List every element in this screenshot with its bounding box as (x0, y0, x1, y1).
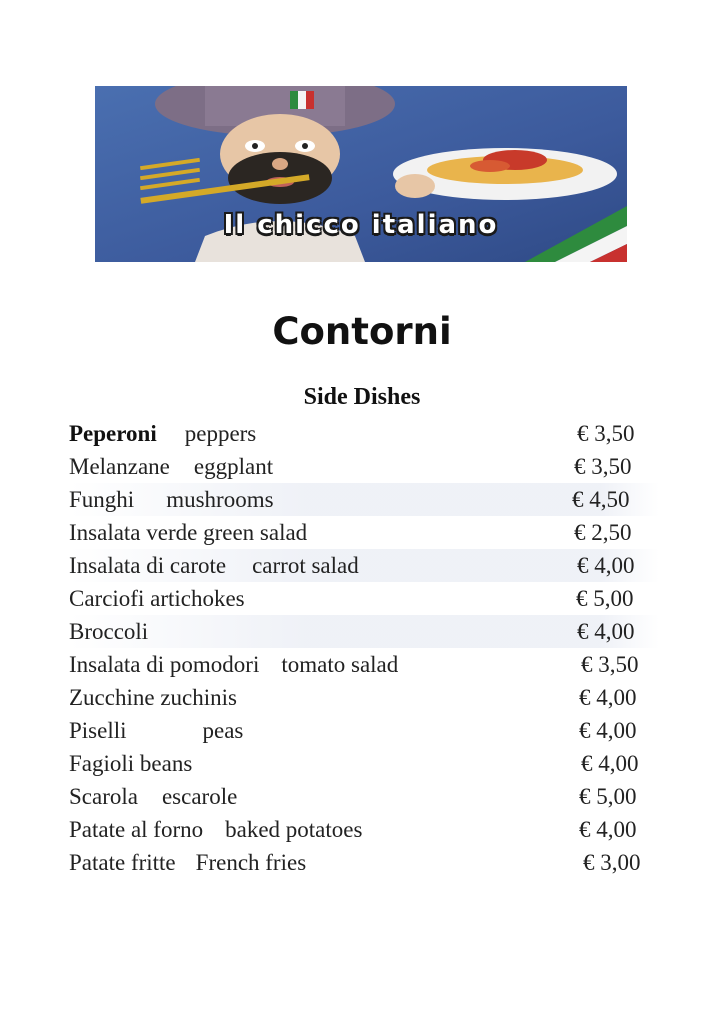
item-italian-name: Zucchine zuchinis (69, 685, 237, 710)
item-price: € 5,00 (579, 784, 637, 809)
page-subtitle: Side Dishes (303, 384, 421, 410)
item-price: € 3,50 (574, 454, 632, 479)
item-italian-name: Insalata verde green salad (69, 520, 308, 545)
item-english-name: mushrooms (166, 487, 274, 512)
item-price: € 4,00 (579, 817, 637, 842)
item-italian-name: Broccoli (69, 619, 149, 644)
item-italian-name: Piselli (69, 718, 127, 743)
item-english-name: peas (202, 718, 244, 743)
menu-item (69, 681, 659, 714)
item-english-name: French fries (195, 850, 307, 875)
menu-item (69, 582, 659, 615)
item-english-name: baked potatoes (225, 817, 363, 842)
item-price: € 4,00 (577, 553, 635, 578)
item-price: € 4,00 (579, 718, 637, 743)
item-italian-name: Patate al forno (69, 817, 204, 842)
menu-item (69, 516, 659, 549)
item-english-name: tomato salad (281, 652, 399, 677)
item-italian-name: Insalata di carote (69, 553, 227, 578)
item-price: € 4,50 (572, 487, 630, 512)
banner-caption: Il chicco italiano (223, 210, 499, 240)
item-english-name: peppers (184, 421, 257, 446)
menu-item (69, 417, 659, 450)
item-price: € 3,00 (583, 850, 641, 875)
restaurant-banner (95, 86, 627, 262)
item-italian-name: Peperoni (69, 421, 157, 446)
item-price: € 4,00 (577, 619, 635, 644)
item-price: € 4,00 (581, 751, 639, 776)
item-italian-name: Fagioli beans (69, 751, 193, 776)
item-price: € 2,50 (574, 520, 632, 545)
item-italian-name: Melanzane (69, 454, 170, 479)
item-english-name: carrot salad (252, 553, 359, 578)
item-italian-name: Patate fritte (69, 850, 176, 875)
item-italian-name: Scarola (69, 784, 138, 809)
menu-item (69, 549, 659, 582)
menu-item (69, 615, 659, 648)
menu-list (69, 417, 659, 879)
page-title: Contorni (272, 310, 452, 353)
item-english-name: escarole (161, 784, 238, 809)
menu-item (69, 714, 659, 747)
item-price: € 3,50 (581, 652, 639, 677)
item-price: € 5,00 (576, 586, 634, 611)
item-english-name: eggplant (193, 454, 274, 479)
item-italian-name: Carciofi artichokes (69, 586, 245, 611)
menu-item (69, 648, 659, 681)
item-price: € 3,50 (577, 421, 635, 446)
item-price: € 4,00 (579, 685, 637, 710)
menu-item (69, 846, 659, 879)
menu-item (69, 450, 659, 483)
menu-item (69, 813, 659, 846)
menu-item (69, 483, 659, 516)
item-italian-name: Insalata di pomodori (69, 652, 260, 677)
menu-item (69, 747, 659, 780)
menu-item (69, 780, 659, 813)
item-italian-name: Funghi (69, 487, 135, 512)
